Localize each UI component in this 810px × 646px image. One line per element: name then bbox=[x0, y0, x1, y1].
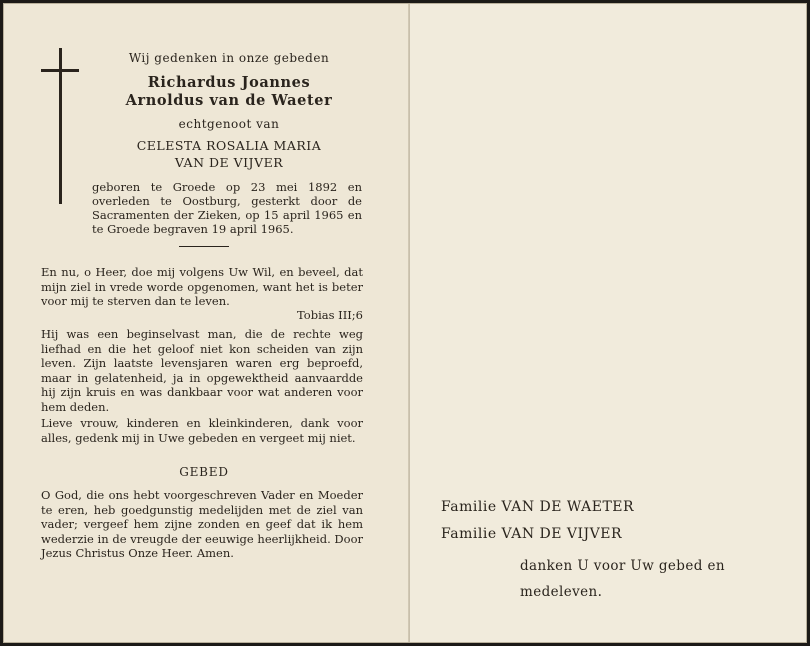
divider bbox=[179, 246, 229, 247]
spouse-label: echtgenoot van bbox=[178, 117, 280, 131]
biography: geboren te Groede op 23 mei 1892 en overleden te Oostburg, gesterkt door de Sacramenten der Zieken, op 15 april 1965 en te Groede begraven 19 april 1965. bbox=[92, 180, 362, 236]
quote-citation: Tobias III;6 bbox=[297, 308, 363, 322]
memorial-card bbox=[3, 3, 807, 643]
family-line-1: Familie VAN DE WAETER bbox=[441, 499, 635, 515]
scripture-quote: En nu, o Heer, doe mij volgens Uw Wil, en beveel, dat mijn ziel in vrede worde opgenomen, want het is beter voor mij te sterven dan te leven. bbox=[41, 265, 363, 308]
farewell-paragraph: Lieve vrouw, kinderen en kleinkinderen, dank voor alles, gedenk mij in Uwe gebeden en vergeet mij niet. bbox=[41, 416, 363, 445]
left-panel bbox=[4, 4, 408, 642]
greeting: Wij gedenken in onze gebeden bbox=[128, 51, 330, 65]
right-panel bbox=[410, 4, 806, 642]
spouse-name-line2: VAN DE VIJVER bbox=[174, 155, 284, 170]
prayer-paragraph: O God, die ons hebt voorgeschreven Vader en Moeder te eren, heb goedgunstig medelijden met de ziel van vader; vergeef hem zijne zonden en geef dat ik hem wederzie in de vreugde der eeuwige heerlijkheid. Door Jezus Christus Onze Heer. Amen. bbox=[41, 488, 363, 560]
cross-icon-bar bbox=[41, 69, 79, 72]
spouse-name-line1: CELESTA ROSALIA MARIA bbox=[136, 138, 322, 153]
deceased-name-line2: Arnoldus van de Waeter bbox=[125, 92, 333, 109]
thanks-line-1: danken U voor Uw gebed en bbox=[520, 558, 725, 574]
deceased-name-line1: Richardus Joannes bbox=[147, 74, 311, 91]
thanks-line-2: medeleven. bbox=[520, 584, 603, 600]
character-paragraph: Hij was een beginselvast man, die de rechte weg liefhad en die het geloof niet kon scheiden van zijn leven. Zijn laatste levensjaren waren erg beproefd, maar in gelatenheid, ja in opgewektheid aanvaardde hij zijn kruis en was dankbaar voor wat anderen voor hem deden. bbox=[41, 327, 363, 414]
family-line-2: Familie VAN DE VIJVER bbox=[441, 526, 623, 542]
prayer-title: GEBED bbox=[179, 465, 229, 479]
